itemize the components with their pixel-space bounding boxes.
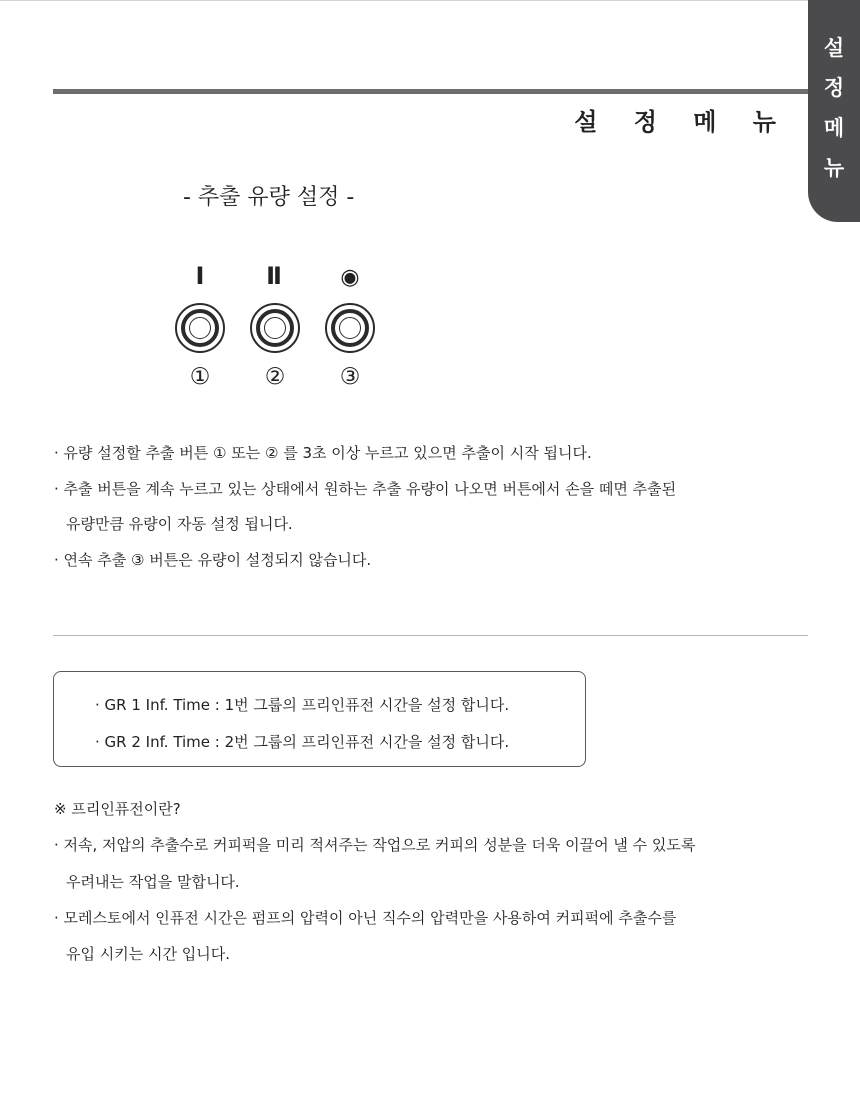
mode-one-label: Ⅰ (195, 262, 205, 290)
note-line: 유입 시키는 시간 입니다. (66, 945, 230, 963)
header-rule (53, 89, 808, 94)
note-line: 우려내는 작업을 말합니다. (66, 873, 240, 891)
note-heading: ※ 프리인퓨전이란? (54, 800, 181, 818)
side-tab-char: 메 (823, 116, 845, 140)
info-box (53, 671, 586, 767)
instruction-line: 유량만큼 유량이 자동 설정 됩니다. (66, 515, 293, 533)
continuous-mode-icon: ◉ (340, 265, 360, 290)
side-tab-char: 설 (823, 36, 845, 60)
side-tab-char: 뉴 (823, 156, 845, 180)
button-number-1: ① (189, 364, 211, 390)
button-number-3: ③ (339, 364, 361, 390)
note-line: · 저속, 저압의 추출수로 커피퍽을 미리 적셔주는 작업으로 커피의 성분을 더욱 이끌어 낼 수 있도록 (54, 836, 696, 854)
side-tab-char: 정 (823, 76, 845, 100)
section-title: - 추출 유량 설정 - (183, 185, 355, 210)
instruction-line: · 유량 설정할 추출 버튼 ① 또는 ② 를 3초 이상 누르고 있으면 추출이 시작 됩니다. (54, 444, 592, 462)
extraction-button-3-icon (325, 303, 375, 353)
button-number-2: ② (264, 364, 286, 390)
mode-two-label: Ⅱ (266, 262, 282, 290)
top-border-line (0, 0, 860, 1)
instruction-line: · 추출 버튼을 계속 누르고 있는 상태에서 원하는 추출 유량이 나오면 버튼에서 손을 떼면 추출된 (54, 480, 677, 498)
note-line: · 모레스토에서 인퓨전 시간은 펌프의 압력이 아닌 직수의 압력만을 사용하여 커피퍽에 추출수를 (54, 909, 677, 927)
info-line-gr2: · GR 2 Inf. Time : 2번 그룹의 프리인퓨전 시간을 설정 합니다. (95, 733, 510, 751)
extraction-button-1-icon (175, 303, 225, 353)
extraction-button-2-icon (250, 303, 300, 353)
instruction-line: · 연속 추출 ③ 버튼은 유량이 설정되지 않습니다. (54, 551, 372, 569)
side-chapter-tab (808, 0, 860, 222)
info-line-gr1: · GR 1 Inf. Time : 1번 그룹의 프리인퓨전 시간을 설정 합니다. (95, 696, 510, 714)
section-divider (53, 635, 808, 636)
page-title: 설 정 메 뉴 (574, 108, 790, 136)
